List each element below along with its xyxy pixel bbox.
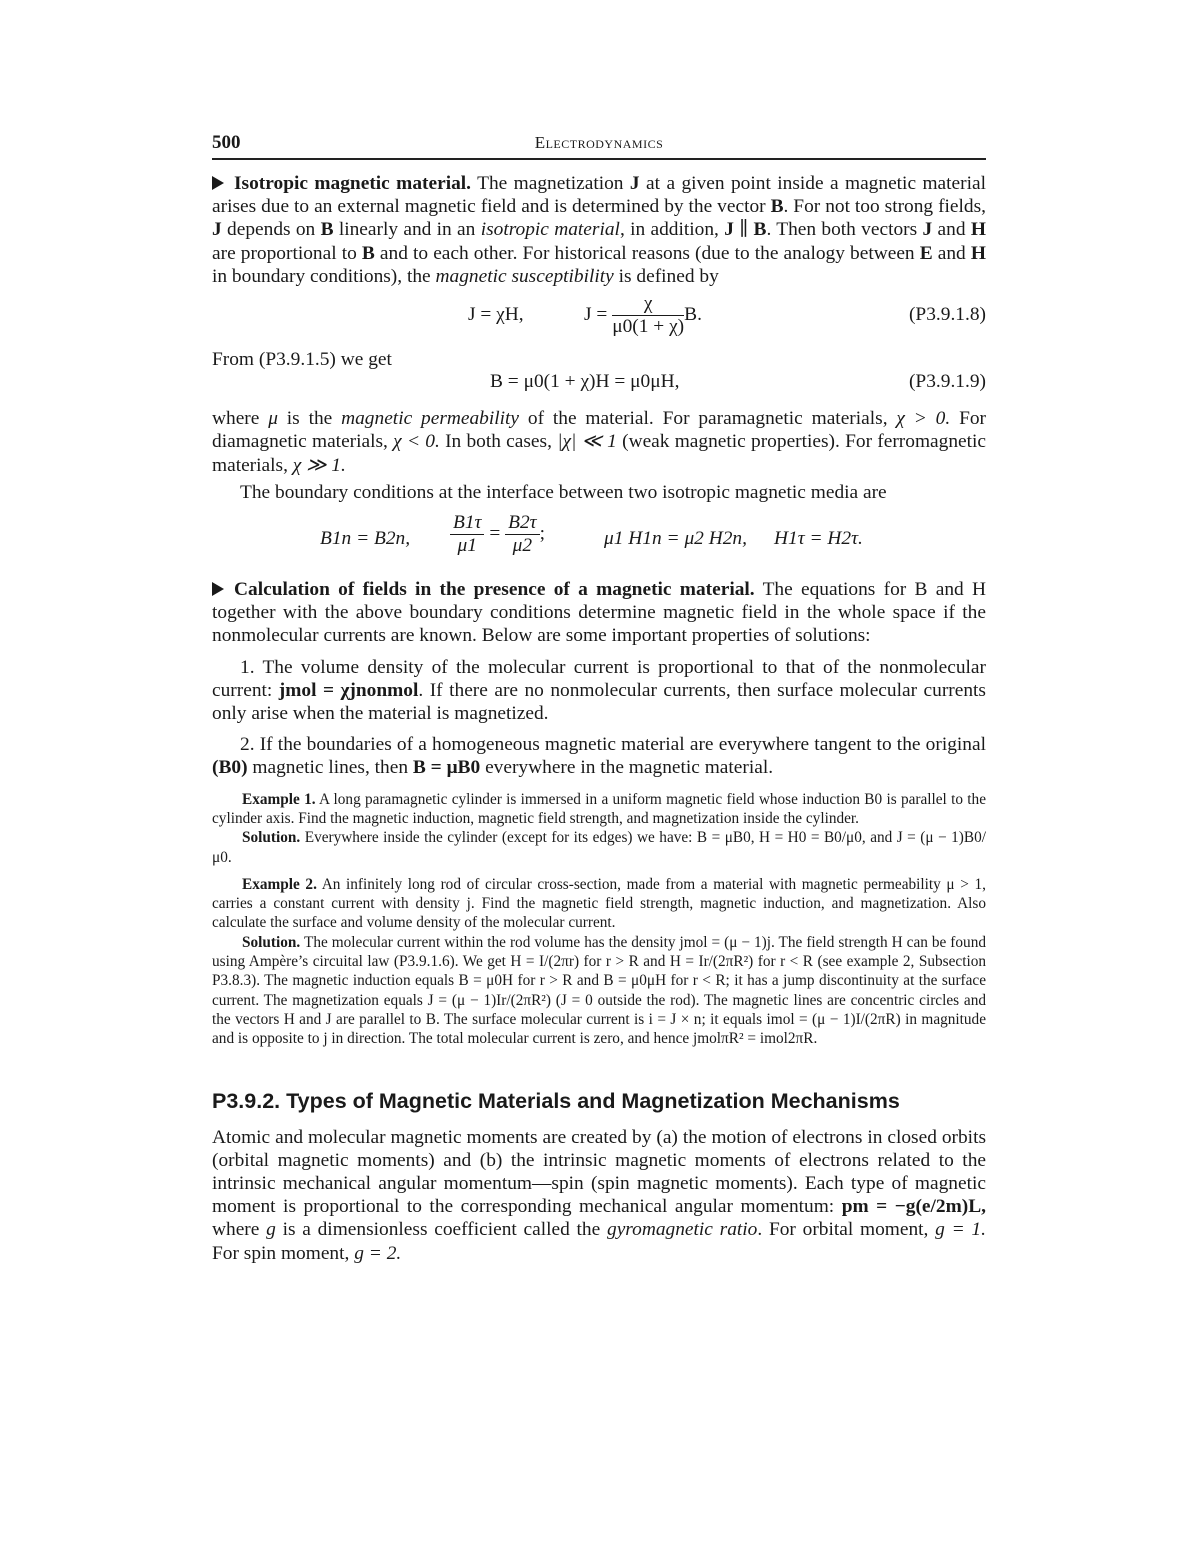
text: . For orbital moment, <box>757 1219 929 1241</box>
page-number: 500 <box>212 132 241 153</box>
example-label: Example 2. <box>242 875 317 893</box>
text: and <box>937 219 966 241</box>
text: 1. The volume density of the molecular current is proportional to that of the nonmolecular current: <box>212 656 986 701</box>
math-expression: B = μB0 <box>412 757 481 779</box>
triangle-bullet-icon <box>212 582 224 596</box>
fraction-denominator: μ2 <box>512 535 533 557</box>
solution-label: Solution. <box>242 829 301 847</box>
text: The equations for B and H together with the above boundary conditions determine magnetic field in the whole space if the nonmolecular currents are known. Below are some important properties of solutions: <box>212 579 986 647</box>
example-1-solution <box>212 828 986 867</box>
triangle-bullet-icon <box>212 176 224 190</box>
vector-symbol: H <box>970 219 986 241</box>
equation-p3-9-1-8 <box>212 290 986 344</box>
equation-fraction-group <box>450 512 545 557</box>
vector-symbol: J <box>629 173 640 194</box>
math-expression: (B0) <box>212 757 248 779</box>
text: Atomic and molecular magnetic moments are created by (a) the motion of electrons in closed orbits (orbital magnetic moments) and (b) the intrinsic magnetic moments of electrons related to the intrinsic mechanical angular momentum—spin (spin magnetic moments). Each type of magnetic moment is proportional to the corresponding mechanical angular momentum: <box>212 1126 986 1218</box>
equation-fraction-group <box>584 293 702 338</box>
isotropic-heading: Isotropic magnetic material. <box>234 173 472 194</box>
math-symbol: g <box>266 1219 276 1241</box>
equation-part: B1n = B2n, <box>320 528 411 550</box>
text: in boundary conditions), the <box>212 265 431 287</box>
text: An infinitely long rod of circular cross-section, made from a material with magnetic permeability μ > 1, carries a constant current with density j. Find the magnetic field strength, magnetic induction, and magnetization. Also calculate the surface and volume density of the molecular current. <box>212 875 986 932</box>
property-2 <box>212 733 986 779</box>
equals-sign: = <box>489 522 501 544</box>
text: at a given point inside a magnetic material arises due to an external magnetic field and is determined by the vector <box>212 173 986 218</box>
text: is defined by <box>618 265 719 287</box>
math-expression: jmol = χjnonmol <box>278 679 419 701</box>
calc-heading: Calculation of fields in the presence of a magnetic material. <box>234 579 755 601</box>
vector-symbol: B <box>753 219 767 241</box>
text: In both cases, <box>445 431 552 453</box>
semicolon: ; <box>539 522 546 544</box>
text: . If there are no nonmolecular currents, then surface molecular currents only arise when the material is magnetized. <box>212 679 986 725</box>
isotropic-paragraph <box>212 172 986 288</box>
fraction <box>505 512 539 557</box>
italic-term: isotropic material <box>480 219 620 241</box>
text: are proportional to <box>212 242 357 264</box>
vector-symbol: H <box>970 242 986 264</box>
section-paragraph <box>212 1126 986 1265</box>
fraction-numerator: χ <box>612 293 684 316</box>
vector-symbol: J <box>212 219 222 241</box>
text: For spin moment, <box>212 1242 350 1264</box>
text: is the <box>286 408 333 430</box>
text: and to each other. For historical reasons (due to the analogy between <box>379 242 915 264</box>
math-expression: g = 1. <box>935 1219 986 1241</box>
text: A long paramagnetic cylinder is immersed in a uniform magnetic field whose induction B0 is parallel to the cylinder axis. Find the magnetic induction, magnetic field strength, and magnetization inside the cylinder. <box>212 790 986 827</box>
vector-symbol: E <box>919 242 933 264</box>
text: depends on <box>227 219 316 241</box>
fraction-denominator: μ0(1 + χ) <box>612 316 685 338</box>
example-1 <box>212 790 986 829</box>
text: where <box>212 408 260 430</box>
text: linearly and in an <box>338 219 476 241</box>
example-2-solution <box>212 933 986 1049</box>
fraction-denominator: μ1 <box>457 535 477 557</box>
vector-symbol: J <box>922 219 933 241</box>
text: where <box>212 1219 260 1241</box>
italic-term: magnetic susceptibility <box>435 265 614 287</box>
text: , in addition, <box>619 219 719 241</box>
italic-term: magnetic permeability <box>341 408 520 430</box>
fraction-numerator: B1τ <box>450 512 484 535</box>
vector-symbol: B <box>361 242 375 264</box>
math-expression: χ < 0. <box>393 431 440 453</box>
section-title: P3.9.2. Types of Magnetic Materials and Magnetization Mechanisms <box>212 1088 900 1113</box>
equation-part: B. <box>684 303 702 325</box>
equation-part: B = μ0(1 + χ)H = μ0μH, <box>490 371 680 393</box>
equation-part: J = χH, <box>468 304 524 326</box>
text: is a dimensionless coefficient called the <box>282 1219 601 1241</box>
from-text: From (P3.9.1.5) we get <box>212 349 392 371</box>
math-expression: χ > 0. <box>896 408 951 430</box>
vector-symbol: B <box>320 219 334 241</box>
text: 2. If the boundaries of a homogeneous magnetic material are everywhere tangent to the original <box>240 734 986 756</box>
boundary-conditions-equation <box>212 510 986 570</box>
equation-part: J = <box>584 303 608 325</box>
text: magnetic lines, then <box>252 757 409 779</box>
math-symbol: ∥ <box>739 219 749 241</box>
math-expression: pm = −g(e/2m)L, <box>841 1196 986 1218</box>
math-symbol: μ <box>268 408 278 430</box>
running-title: Electrodynamics <box>534 133 664 152</box>
vector-symbol: J <box>724 219 734 241</box>
permeability-paragraph <box>212 407 986 477</box>
fraction <box>450 512 484 557</box>
text: For diamagnetic materials, <box>212 408 986 453</box>
equation-p3-9-1-9 <box>212 371 986 407</box>
boundary-text: The boundary conditions at the interface between two isotropic magnetic media are <box>240 481 887 503</box>
running-header <box>212 128 986 160</box>
example-label: Example 1. <box>242 790 316 808</box>
text: The molecular current within the rod volume has the density jmol = (μ − 1)j. The field strength H can be found using Ampère’s circuital law (P3.9.1.6). We get H = I/(2πr) for r > R and H = Ir/(2πR²) for r < R (see example 2, Subsection P3.8.3). The magnetic induction equals B = μ0H for r > R and B = μ0μH for r < R; it has a jump discontinuity at the surface current. The magnetization equals J = (μ − 1)Ir/(2πR²) (J = 0 outside the rod). The magnetic lines are concentric circles and the vectors H and J are parallel to B. The surface molecular current is i = J × n; it equals imol = (μ − 1)I/(2πR) in magnitude and is opposite to j in direction. The total molecular current is zero, and hence jmolπR² = imol2πR. <box>212 933 986 1048</box>
page-body <box>212 172 986 1265</box>
text: of the material. For paramagnetic materials, <box>527 408 888 430</box>
text: . For not too strong fields, <box>783 196 986 218</box>
calc-paragraph <box>212 578 986 648</box>
property-1 <box>212 656 986 726</box>
text: The magnetization <box>477 173 624 194</box>
text: everywhere in the magnetic material. <box>485 757 774 779</box>
text: and <box>937 242 966 264</box>
examples-block <box>212 790 986 1049</box>
fraction-numerator: B2τ <box>505 512 539 535</box>
math-expression: χ ≫ 1. <box>292 454 346 476</box>
math-expression: |χ| ≪ 1 <box>557 431 617 453</box>
solution-label: Solution. <box>242 933 301 951</box>
equation-label: (P3.9.1.9) <box>908 371 986 393</box>
text: (weak magnetic properties). For ferromagnetic materials, <box>212 431 987 476</box>
italic-term: gyromagnetic ratio <box>607 1219 758 1241</box>
text: . Then both vectors <box>766 219 918 241</box>
vector-symbol: B <box>770 196 784 218</box>
equation-part: H1τ = H2τ. <box>774 528 863 550</box>
equation-part: μ1 H1n = μ2 H2n, <box>604 528 747 550</box>
text: Everywhere inside the cylinder (except for its edges) we have: B = μB0, H = H0 = B0/μ0, and J = (μ − 1)B0/μ0. <box>212 829 986 866</box>
example-2 <box>212 875 986 933</box>
equation-label: (P3.9.1.8) <box>908 304 986 326</box>
math-expression: g = 2. <box>354 1242 402 1264</box>
fraction <box>612 293 684 338</box>
